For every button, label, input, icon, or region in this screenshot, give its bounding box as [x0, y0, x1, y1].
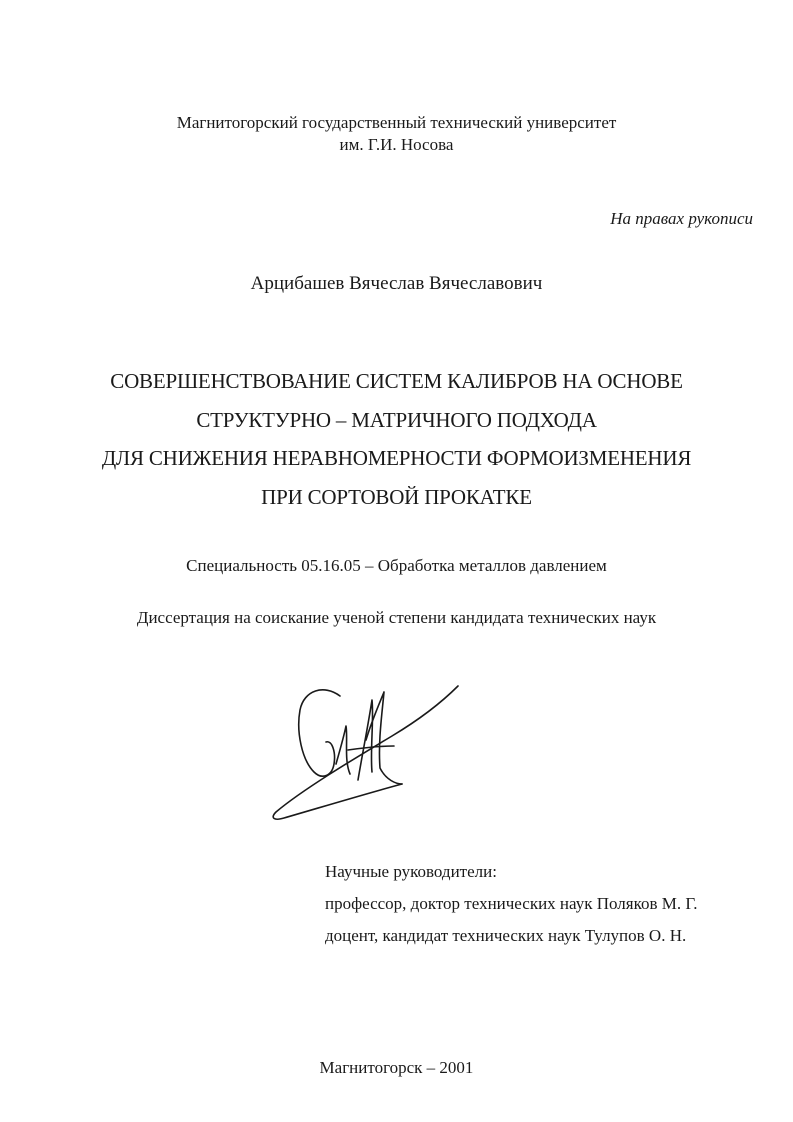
- university-name: Магнитогорский государственный технический университет: [176, 113, 617, 132]
- rights-notice: На правах рукописи: [610, 209, 753, 228]
- title-line-2: СТРУКТУРНО – МАТРИЧНОГО ПОДХОДА: [196, 408, 597, 432]
- supervisor-item-2: доцент, кандидат технических наук Тулупов О. Н.: [325, 926, 687, 945]
- dissertation-degree-line: Диссертация на соискание ученой степени кандидата технических наук: [136, 608, 657, 627]
- title-line-4: ПРИ СОРТОВОЙ ПРОКАТКЕ: [261, 485, 532, 509]
- title-line-3: ДЛЯ СНИЖЕНИЯ НЕРАВНОМЕРНОСТИ ФОРМОИЗМЕНЕНИЯ: [101, 446, 692, 470]
- specialty-line: Специальность 05.16.05 – Обработка металлов давлением: [186, 556, 607, 575]
- supervisors-block: [325, 856, 698, 952]
- supervisor-item-1: профессор, доктор технических наук Поляков М. Г.: [325, 894, 698, 913]
- university-named-after: им. Г.И. Носова: [339, 135, 454, 154]
- author-name: Арцибашев Вячеслав Вячеславович: [250, 273, 543, 294]
- supervisors-heading: Научные руководители:: [325, 862, 497, 881]
- city-year: Магнитогорск – 2001: [319, 1058, 474, 1077]
- title-line-1: СОВЕРШЕНСТВОВАНИЕ СИСТЕМ КАЛИБРОВ НА ОСНОВЕ: [110, 369, 683, 393]
- author-signature: [262, 680, 467, 830]
